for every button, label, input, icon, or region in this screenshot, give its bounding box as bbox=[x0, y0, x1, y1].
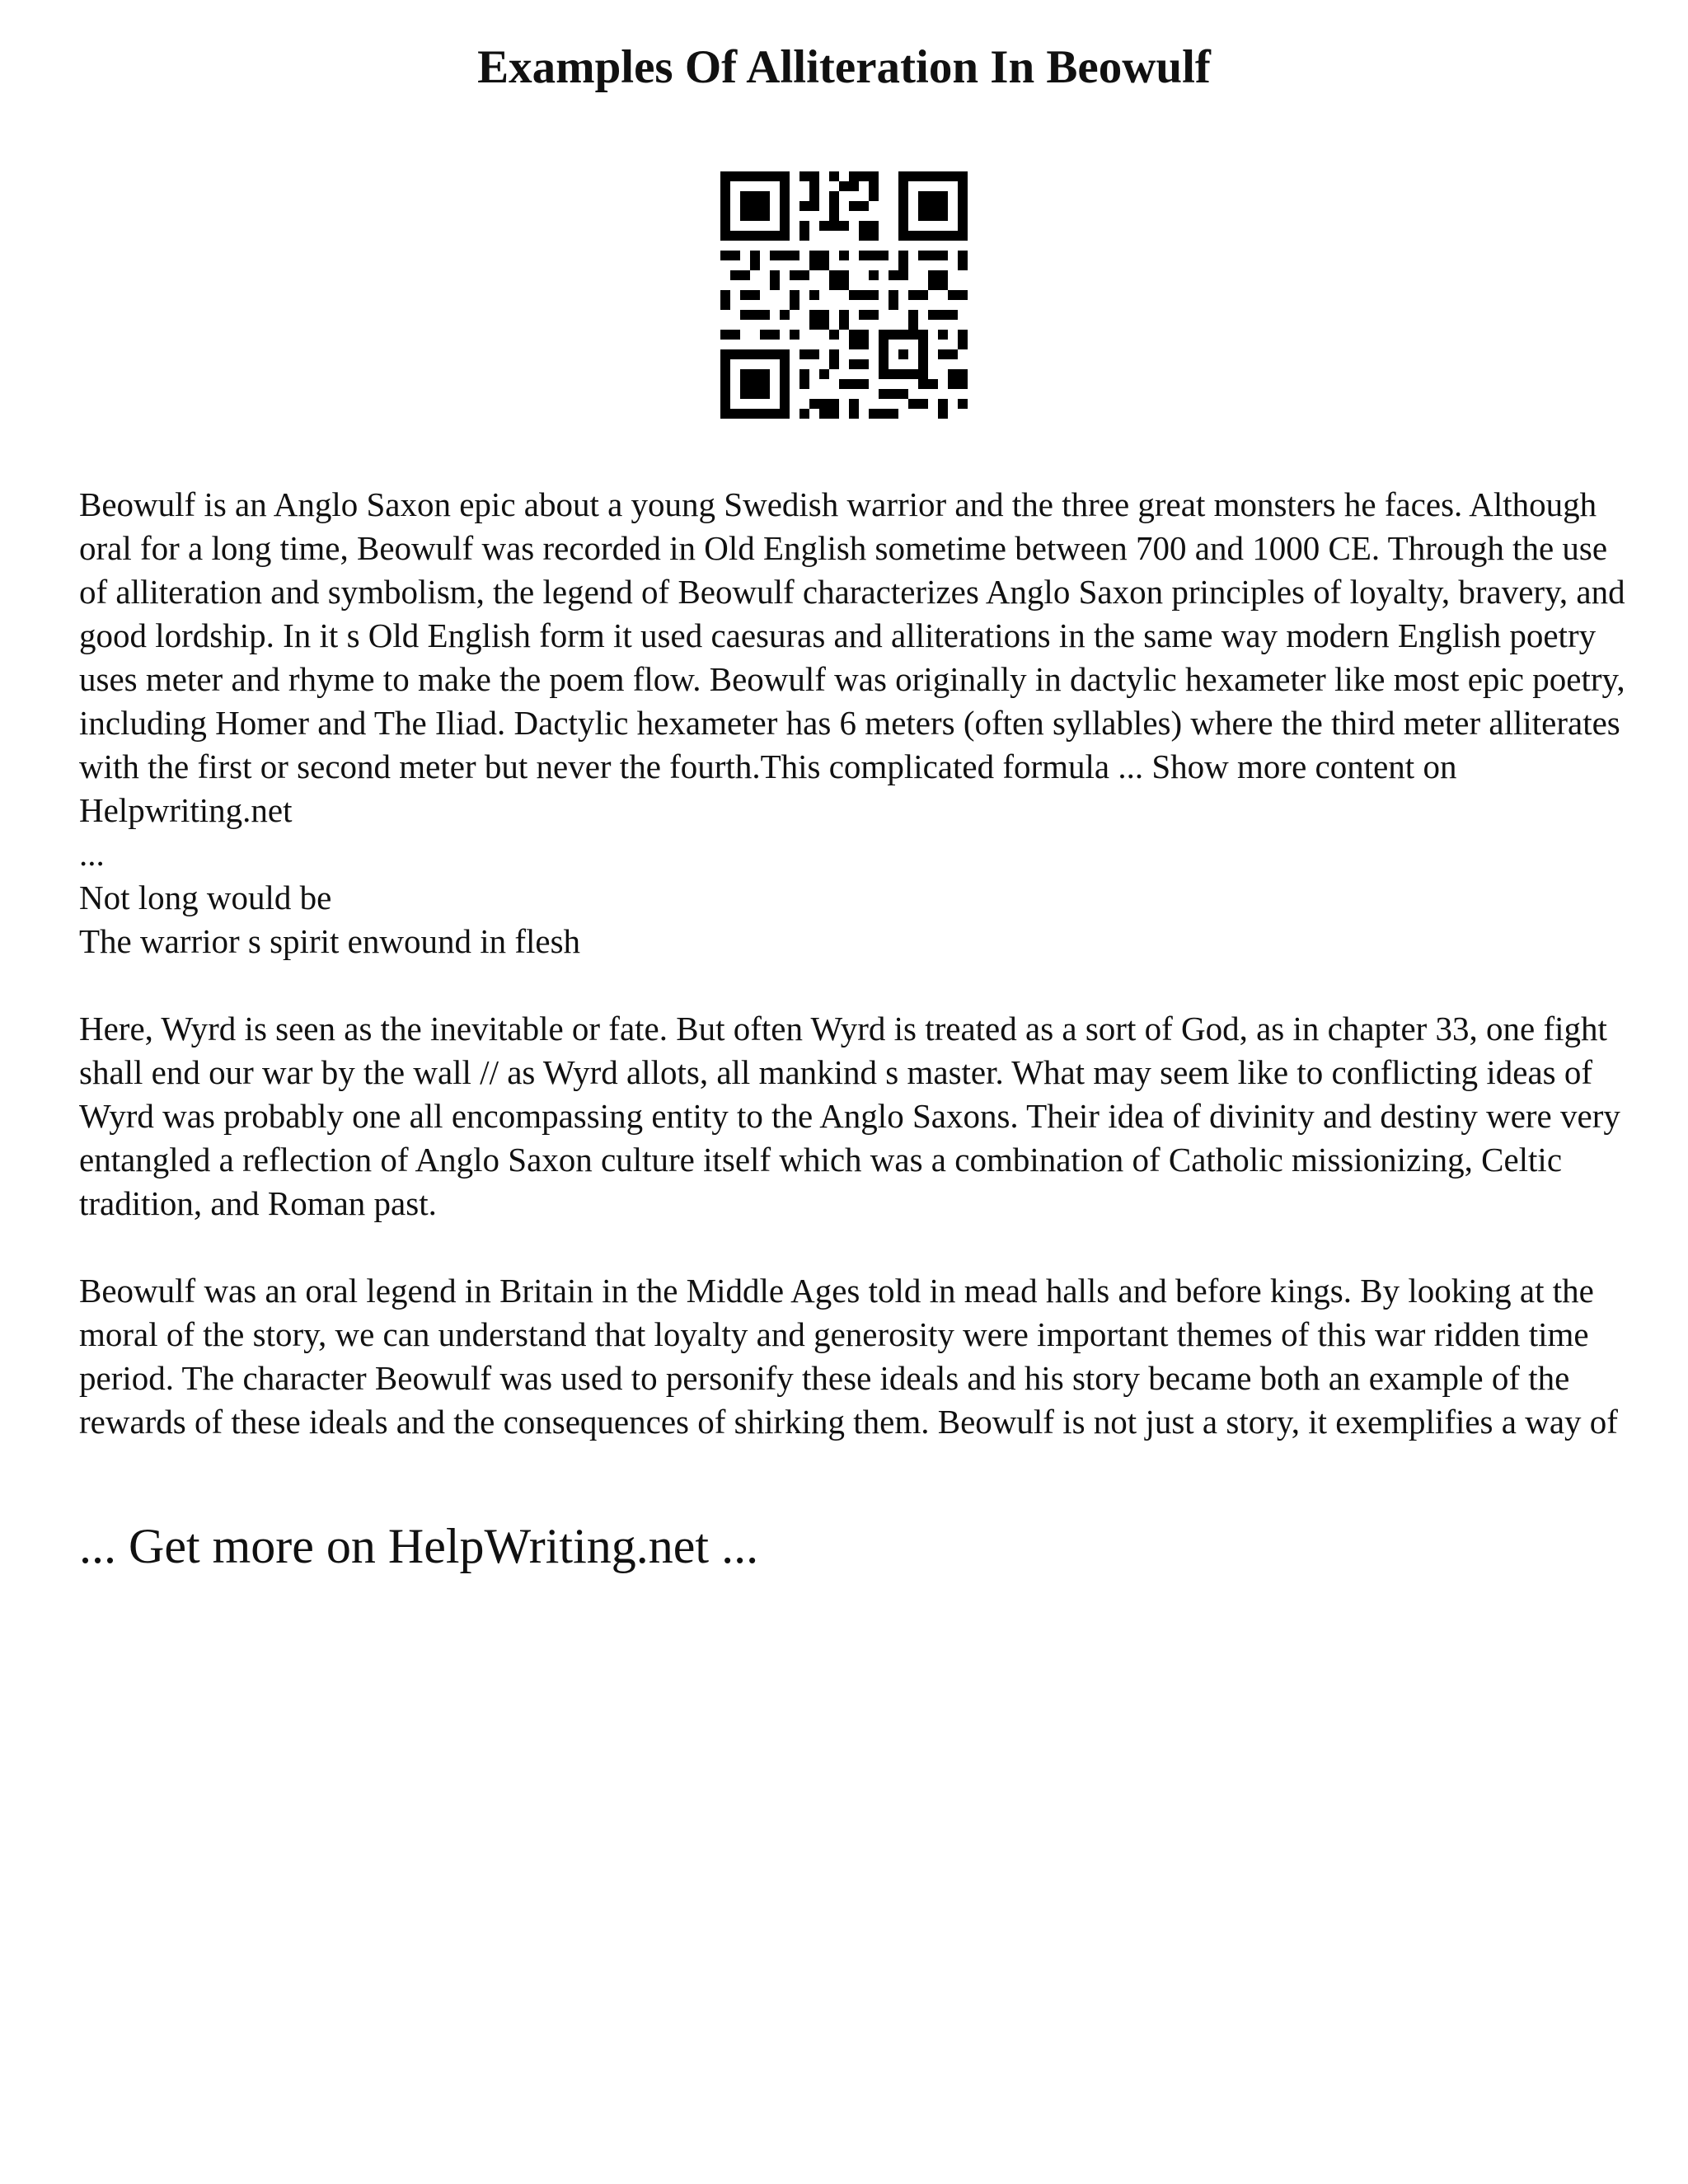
quote-line-1: Not long would be bbox=[79, 879, 332, 916]
paragraph-intro: Beowulf is an Anglo Saxon epic about a young Swedish warrior and the three great monsters he faces. Although oral for a long time, Beowulf was recorded in Old English sometime between 700 and 1000 CE. Through the use of alliteration and symbolism, the legend of Beowulf characterizes Anglo Saxon principles of loyalty, bravery, and good lordship. In it s Old English form it used caesuras and alliterations in the same way modern English poetry uses meter and rhyme to make the poem flow. Beowulf was originally in dactylic hexameter like most epic poetry, including Homer and The Iliad. Dactylic hexameter has 6 meters (often syllables) where the third meter alliterates with the first or second meter but never the fourth.This complicated formula ... Show more content on Helpwriting.net bbox=[79, 485, 1625, 829]
document-body bbox=[79, 483, 1629, 1444]
paragraph-spacer bbox=[79, 1226, 1629, 1269]
paragraph-conclusion: Beowulf was an oral legend in Britain in the Middle Ages told in mead halls and before kings. By looking at the moral of the story, we can understand that loyalty and generosity were important themes of this war ridden time period. The character Beowulf was used to personify these ideals and his story became both an example of the rewards of these ideals and the consequences of shirking them. Beowulf is not just a story, it exemplifies a way of bbox=[79, 1272, 1618, 1441]
paragraph-wyrd: Here, Wyrd is seen as the inevitable or fate. But often Wyrd is treated as a sort of God, as in chapter 33, one fight shall end our war by the wall // as Wyrd allots, all mankind s master. What may seem like to conflicting ideas of Wyrd was probably one all encompassing entity to the Anglo Saxons. Their idea of divinity and destiny were very entangled a reflection of Anglo Saxon culture itself which was a combination of Catholic missionizing, Celtic tradition, and Roman past. bbox=[79, 1010, 1620, 1222]
qr-code-icon bbox=[720, 171, 968, 419]
document-title: Examples Of Alliteration In Beowulf bbox=[477, 41, 1211, 93]
ellipsis-line: ... bbox=[79, 835, 105, 873]
paragraph-spacer bbox=[79, 963, 1629, 1007]
quote-line-2: The warrior s spirit enwound in flesh bbox=[79, 922, 581, 960]
get-more-link[interactable]: ... Get more on HelpWriting.net ... bbox=[79, 1519, 759, 1573]
